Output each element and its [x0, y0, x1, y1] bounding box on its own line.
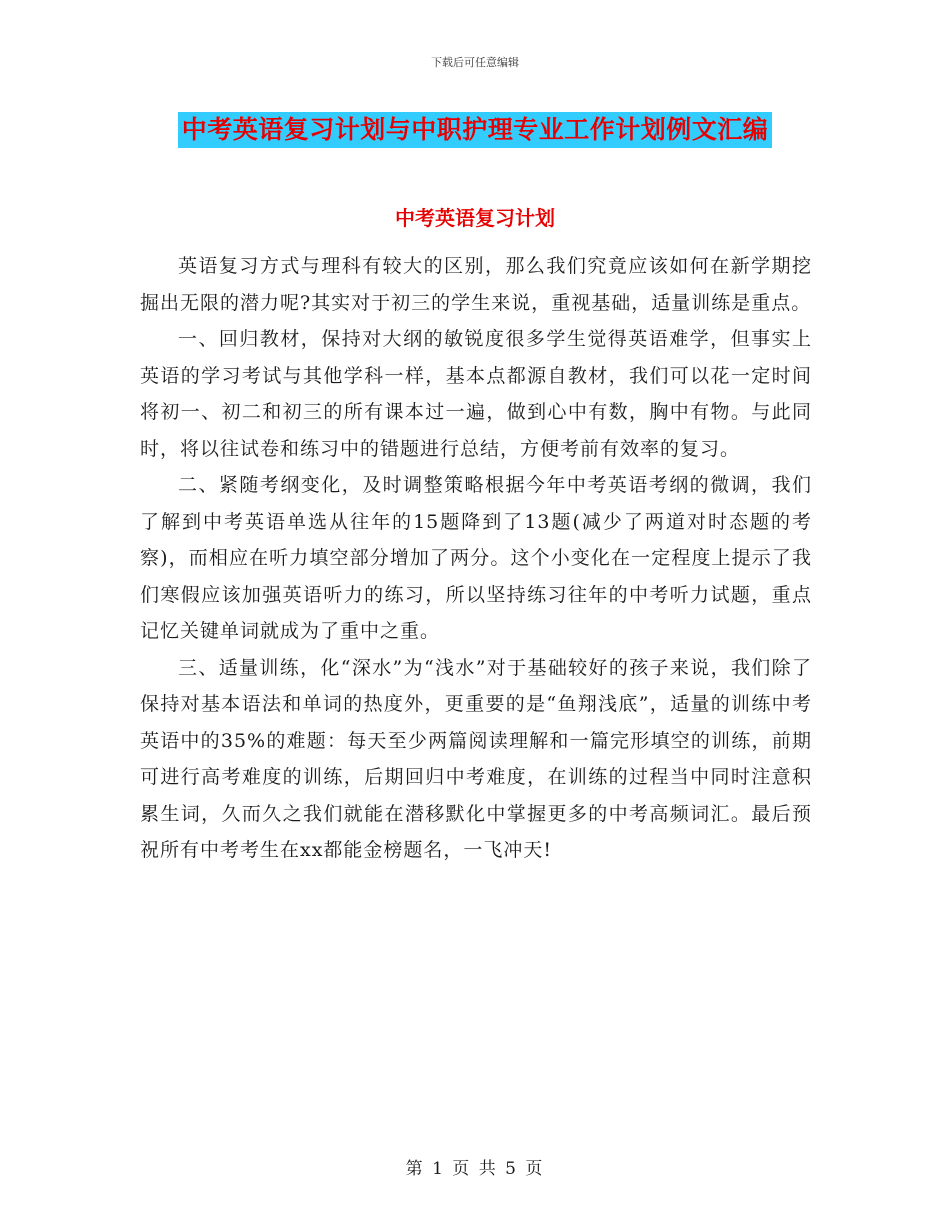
- document-body: [140, 248, 812, 869]
- paragraph-point-2: 二、紧随考纲变化，及时调整策略根据今年中考英语考纲的微调，我们了解到中考英语单选从往年的15题降到了13题(减少了两道对时态题的考察)，而相应在听力填空部分增加了两分。这个小变化在一定程度上提示了我们寒假应该加强英语听力的练习，所以坚持练习往年的中考听力试题，重点记忆关键单词就成为了重中之重。: [140, 474, 812, 642]
- paragraph-point-1: 一、回归教材，保持对大纲的敏锐度很多学生觉得英语难学，但事实上英语的学习考试与其他学科一样，基本点都源自教材，我们可以花一定时间将初一、初二和初三的所有课本过一遍，做到心中有数，胸中有物。与此同时，将以往试卷和练习中的错题进行总结，方便考前有效率的复习。: [140, 328, 812, 460]
- page-number: 第 1 页 共 5 页: [405, 1159, 545, 1179]
- paragraph-point-3: 三、适量训练，化“深水”为“浅水”对于基础较好的孩子来说，我们除了保持对基本语法和单词的热度外，更重要的是“鱼翔浅底”，适量的训练中考英语中的35%的难题：每天至少两篇阅读理解和一篇完形填空的训练，前期可进行高考难度的训练，后期回归中考难度，在训练的过程当中同时注意积累生词，久而久之我们就能在潜移默化中掌握更多的中考高频词汇。最后预祝所有中考考生在xx都能金榜题名，一飞冲天!: [140, 656, 812, 861]
- document-title-container: [0, 112, 950, 148]
- document-title: 中考英语复习计划与中职护理专业工作计划例文汇编: [178, 112, 773, 148]
- header-note: 下载后可任意编辑: [431, 56, 519, 69]
- section-title: 中考英语复习计划: [395, 206, 555, 230]
- paragraph-intro: 英语复习方式与理科有较大的区别，那么我们究竟应该如何在新学期挖掘出无限的潜力呢?其实对于初三的学生来说，重视基础，适量训练是重点。: [140, 255, 812, 314]
